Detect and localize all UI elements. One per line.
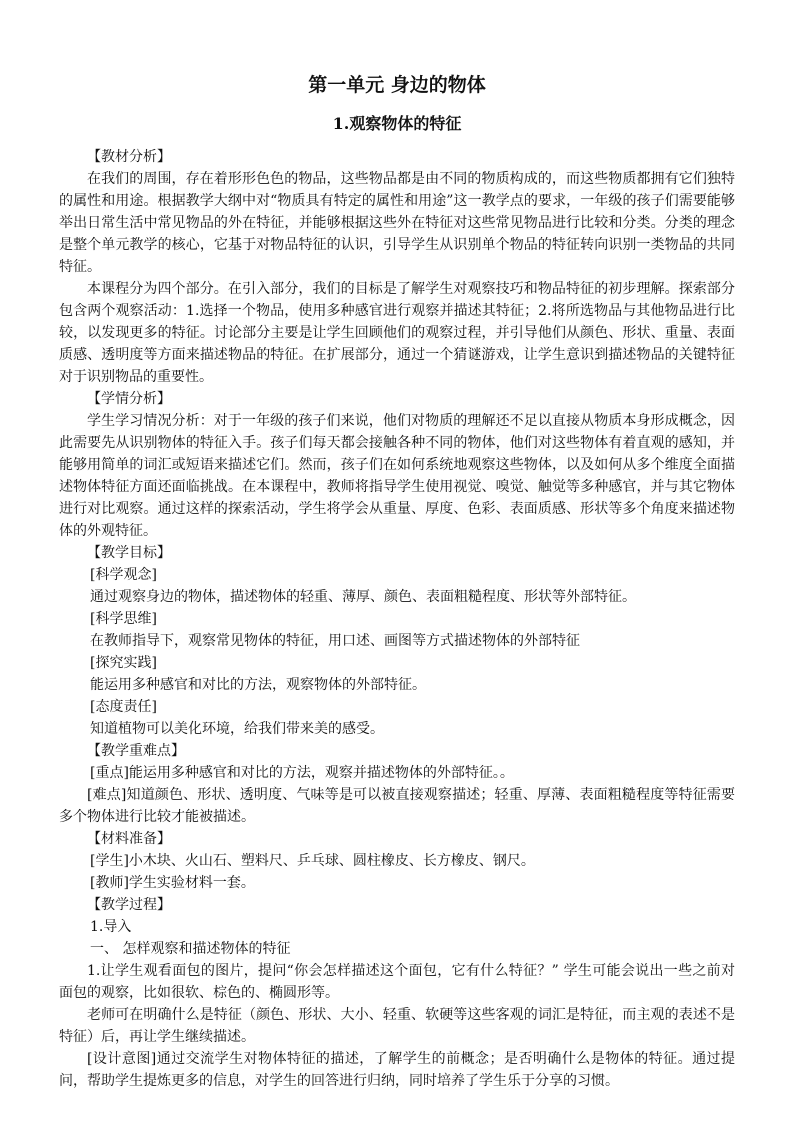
paragraph: [难点]知道颜色、形状、透明度、气味等是可以被直接观察描述；轻重、厚薄、表面粗糙程度等特征需要多个物体进行比较才能被描述。: [59, 787, 735, 825]
section-heading: 【材料准备】: [87, 831, 171, 847]
sub-paragraph: 一、 怎样观察和描述物体的特征: [90, 941, 291, 957]
sub-paragraph: [探究实践]: [90, 655, 157, 671]
sub-paragraph: [科学观念]: [90, 567, 157, 583]
sub-paragraph: 通过观察身边的物体，描述物体的轻重、薄厚、颜色、表面粗糙程度、形状等外部特征。: [90, 589, 636, 605]
section-heading: 【教学过程】: [87, 897, 171, 913]
section-heading: 【教学目标】: [87, 545, 171, 561]
sub-paragraph: 1.导入: [90, 919, 132, 935]
sub-paragraph: [学生]小木块、火山石、塑料尺、乒乓球、圆柱橡皮、长方橡皮、钢尺。: [90, 853, 535, 869]
sub-paragraph: 在教师指导下，观察常见物体的特征，用口述、画图等方式描述物体的外部特征: [90, 633, 580, 649]
section-heading: 【教学重难点】: [87, 743, 185, 759]
paragraph: 学生学习情况分析：对于一年级的孩子们来说，他们对物质的理解还不足以直接从物质本身形成概念，因此需要先从识别物体的特征入手。孩子们每天都会接触各种不同的物体，他们对这些物体有着直观的感知，并能够用简单的词汇或短语来描述它们。然而，孩子们在如何系统地观察这些物体，以及如何从多个维度全面描述物体特征方面还面临挑战。在本课程中，教师将指导学生使用视觉、嗅觉、触觉等多种感官，并与其它物体进行对比观察。通过这样的探索活动，学生将学会从重量、厚度、色彩、表面质感、形状等多个角度来描述物体的外观特征。: [59, 413, 735, 539]
paragraph: 1.让学生观看面包的图片，提问“你会怎样描述这个面包，它有什么特征？” 学生可能会说出一些之前对面包的观察，比如很软、棕色的、椭圆形等。: [59, 963, 735, 1001]
sub-paragraph: 知道植物可以美化环境，给我们带来美的感受。: [90, 721, 384, 737]
paragraph: 在我们的周围，存在着形形色色的物品，这些物品都是由不同的物质构成的，而这些物质都拥有它们独特的属性和用途。根据教学大纲中对“物质具有特定的属性和用途”这一教学点的要求，一年级的孩子们需要能够举出日常生活中常见物品的外在特征，并能够根据这些外在特征对这些常见物品进行比较和分类。分类的理念是整个单元教学的核心，它基于对物品特征的认识，引导学生从识别单个物品的特征转向识别一类物品的共同特征。: [59, 171, 735, 275]
document-body: [59, 146, 735, 1092]
sub-paragraph: 能运用多种感官和对比的方法，观察物体的外部特征。: [90, 677, 426, 693]
sub-paragraph: [重点]能运用多种感官和对比的方法，观察并描述物体的外部特征。。: [90, 765, 514, 781]
paragraph: 老师可在明确什么是特征（颜色、形状、大小、轻重、软硬等这些客观的词汇是特征，而主观的表述不是特征）后，再让学生继续描述。: [59, 1007, 735, 1045]
sub-paragraph: [态度责任]: [90, 699, 157, 715]
sub-paragraph: [科学思维]: [90, 611, 157, 627]
page-title: 第一单元 身边的物体: [308, 74, 486, 96]
paragraph: [设计意图]通过交流学生对物体特征的描述，了解学生的前概念；是否明确什么是物体的特征。通过提问，帮助学生提炼更多的信息，对学生的回答进行归纳，同时培养了学生乐于分享的习惯。: [59, 1051, 735, 1089]
section-heading: 【教材分析】: [87, 149, 171, 165]
sub-paragraph: [教师]学生实验材料一套。: [90, 875, 255, 891]
section-heading: 【学情分析】: [87, 391, 171, 407]
paragraph: 本课程分为四个部分。在引入部分，我们的目标是了解学生对观察技巧和物品特征的初步理解。探索部分包含两个观察活动：1.选择一个物品，使用多种感官进行观察并描述其特征；2.将所选物品与其他物品进行比较，以发现更多的特征。讨论部分主要是让学生回顾他们的观察过程，并引导他们从颜色、形状、重量、表面质感、透明度等方面来描述物品的特征。在扩展部分，通过一个猜谜游戏，让学生意识到描述物品的关键特征对于识别物品的重要性。: [59, 281, 735, 385]
lesson-title: 1.观察物体的特征: [332, 114, 462, 133]
